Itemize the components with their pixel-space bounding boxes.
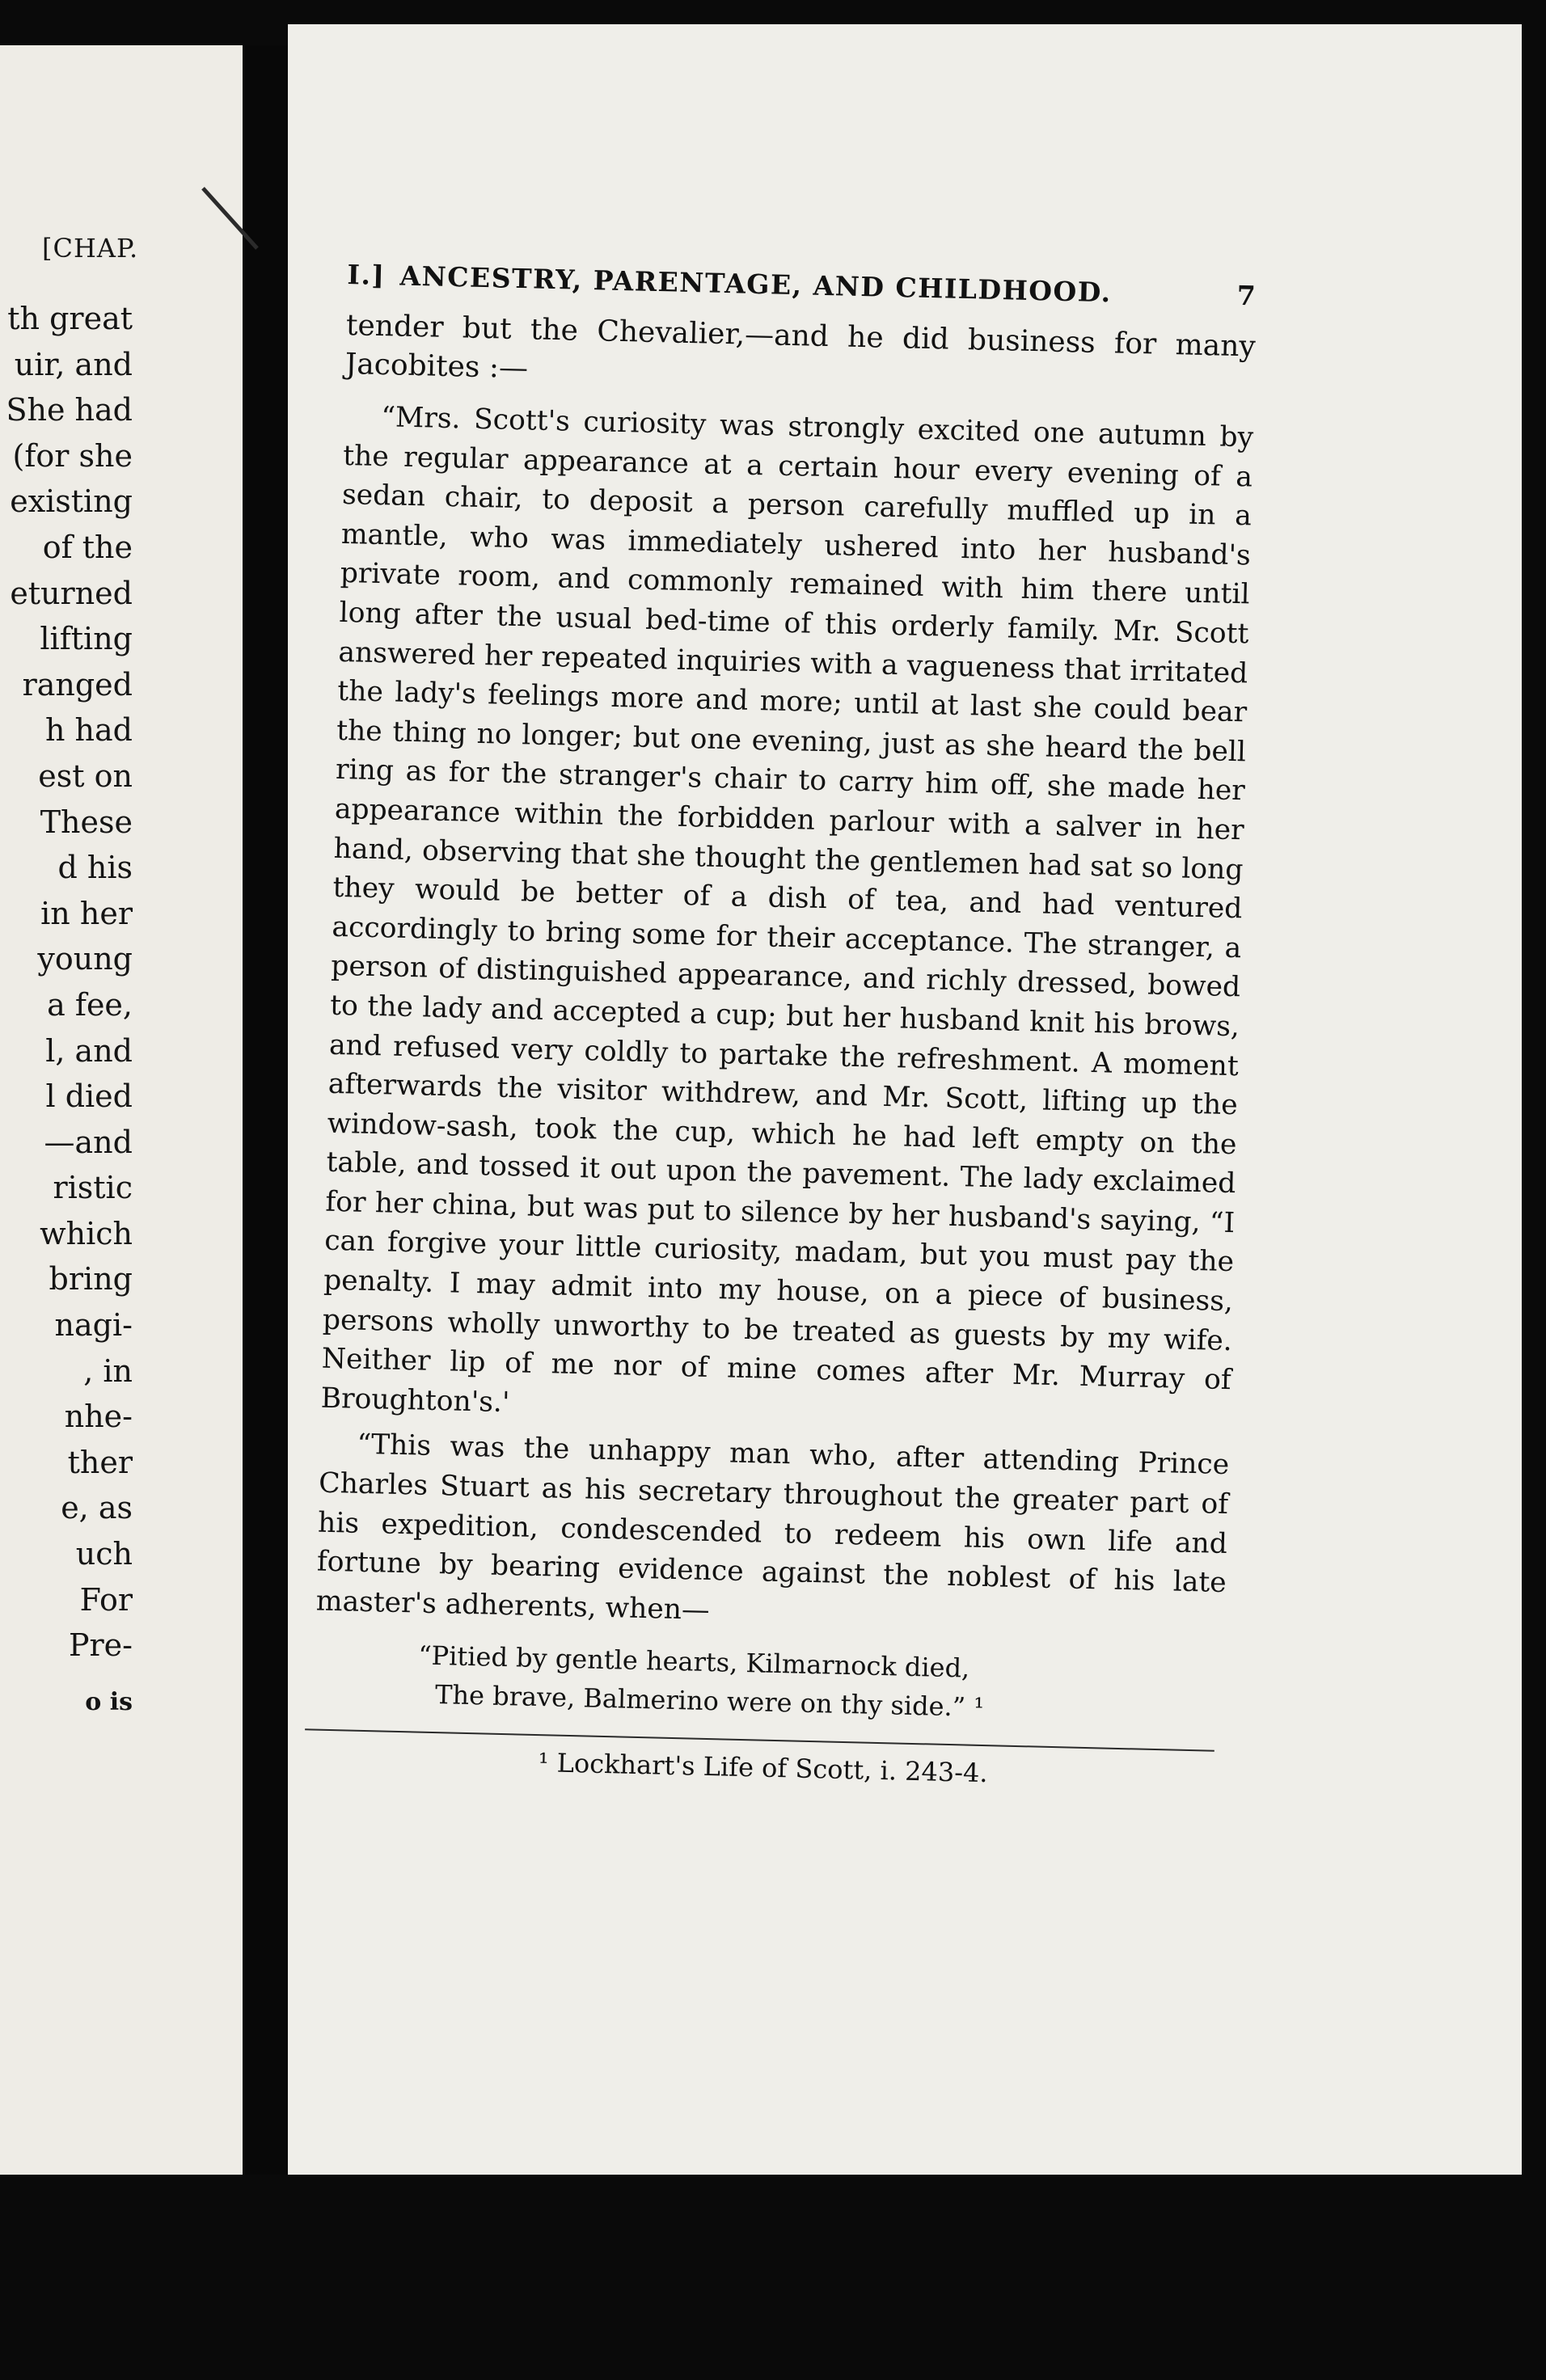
left-line: , in	[83, 1352, 133, 1389]
page-edge-shadow	[1522, 24, 1546, 2175]
footnote: ¹ Lockhart's Life of Scott, i. 243-4.	[538, 1747, 988, 1789]
left-line: in her	[40, 895, 133, 931]
left-line: ther	[67, 1444, 133, 1480]
left-line: ristic	[53, 1170, 133, 1206]
quoted-paragraph: “This was the unhappy man who, after attending Prince Charles Stuart as his secretary throughout the greater part of his expedition, condescended to redeem his own life and fortune by bearing evidence against the noblest of his late master's adherents, when—	[315, 1428, 1230, 1627]
right-page	[288, 24, 1525, 2175]
left-line: Pre-	[68, 1627, 133, 1664]
left-line: nagi-	[54, 1307, 133, 1344]
left-line: nhe-	[64, 1399, 133, 1435]
verse-line: “Pitied by gentle hearts, Kilmarnock died,	[417, 1639, 970, 1685]
left-line: uir, and	[14, 346, 133, 382]
left-line: h had	[44, 712, 133, 749]
left-line: She had	[6, 392, 133, 428]
left-line: o is	[85, 1687, 133, 1716]
bottom-shadow	[0, 2175, 1546, 2380]
running-title: ANCESTRY, PARENTAGE, AND CHILDHOOD.	[399, 260, 1113, 309]
left-line: young	[37, 941, 133, 977]
book-gutter	[243, 45, 288, 2196]
left-line: a fee,	[47, 986, 133, 1023]
chapter-number: I.]	[347, 259, 386, 292]
verse-line: The brave, Balmerino were on thy side.” ¹	[434, 1679, 985, 1724]
left-line: ranged	[22, 666, 133, 703]
left-page-line-endings	[3, 296, 133, 1725]
page-text-block	[312, 259, 1257, 1794]
left-page	[0, 45, 243, 2196]
verse-quotation	[417, 1636, 1225, 1732]
left-line: which	[40, 1215, 133, 1251]
left-line: eturned	[10, 575, 133, 611]
left-line: e, as	[61, 1490, 133, 1526]
left-line: l died	[45, 1078, 133, 1115]
left-line: bring	[49, 1261, 133, 1298]
left-line: of the	[42, 529, 133, 565]
left-line: These	[40, 804, 133, 840]
left-line: —and	[44, 1124, 133, 1160]
left-running-head: [CHAP.	[42, 233, 139, 264]
opening-paragraph: tender but the Chevalier,—and he did business for many Jacobites :—	[344, 308, 1257, 386]
left-line: uch	[75, 1536, 133, 1572]
left-line: existing	[10, 483, 133, 520]
left-line: est on	[38, 757, 133, 794]
left-line: For	[79, 1581, 133, 1618]
left-line: (for she	[12, 437, 133, 474]
left-line: th great	[7, 301, 133, 336]
page-number: 7	[1236, 279, 1257, 312]
running-head	[347, 259, 1257, 311]
left-line: l, and	[45, 1032, 133, 1069]
left-line: lifting	[40, 621, 133, 657]
left-line: d his	[57, 850, 133, 886]
quoted-paragraph: “Mrs. Scott's curiosity was strongly excited one autumn by the regular appearance at a certain hour every evening of a sedan chair, to deposit a person carefully muffled up in a mantle, who was immediately ushered into her husband's private room, and commonly remained with him there until long after the usual bed-time of this orderly family. Mr. Scott answered her repeated inquiries with a vagueness that irritated the lady's feelings more and more; until at last she could bear the thing no longer; but one evening, just as she heard the bell ring as for the stranger's chair to carry him off, she made her appearance within the forbidden parlour with a salver in her hand, observing that she thought the gentlemen had sat so long they would be better of a dish of tea, and had ventured accordingly to bring some for their acceptance. The stranger, a person of distinguished appearance, and richly dressed, bowed to the lady and accepted a cup; but her husband knit his brows, and refused very coldly to partake the refreshment. A moment afterwards the visitor withdrew, and Mr. Scott, lifting up the window-sash, took the cup, which he had left empty on the table, and tossed it out upon the pavement. The lady exclaimed for her china, but was put to silence by her husband's saying, “I can forgive your little curiosity, madam, but you must pay the penalty. I may admit into my house, on a piece of business, persons wholly unworthy to be treated as guests by my wife. Neither lip of me nor of mine comes after Mr. Murray of Broughton's.'	[320, 401, 1254, 1419]
